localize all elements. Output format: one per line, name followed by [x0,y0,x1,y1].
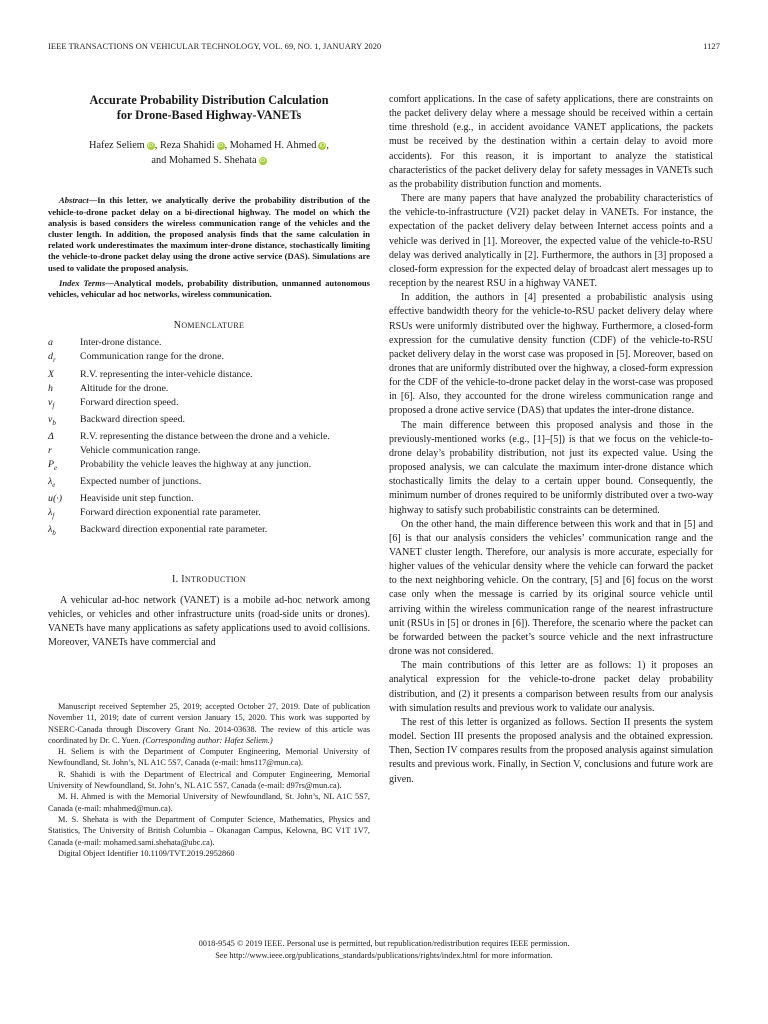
nomenclature-symbol: X [48,368,55,380]
body-paragraph: comfort applications. In the case of safety applications, there are constraints on the packet delivery delay where a message should be received within a certain time threshold (e.g., in accident avoidance VANET applications, the packets must be received by the destination within a certain delay to avoid more accidents). For this reason, it is important to analyze the statistical characteristics of the packet delivery delay for safety messages in VANETs such as the probability distribution function and moments. [389,94,713,190]
nomenclature-symbol: $P_e$ [48,459,58,473]
abstract [48,195,370,273]
paper-title [48,93,370,122]
nomenclature-row [48,444,370,458]
author-name: Hafez Seliem [89,140,145,151]
footnote-paragraph: Digital Object Identifier 10.1109/TVT.2019.2952860 [58,848,235,858]
nomenclature-definition: Heaviside unit step function. [80,493,194,505]
author-name: Reza Shahidi [159,140,215,151]
footnotes [48,701,370,859]
nomenclature-symbol: Δ [48,430,54,442]
nomenclature-row [48,368,370,382]
nomenclature-definition: Forward direction exponential rate parameter. [80,507,261,519]
nomenclature-row [48,413,370,430]
body-paragraph: The main contributions of this letter are as follows: 1) it proposes an analytical expression for the vehicle-to-drone packet delay probability distribution, and (2) it presents a comparison between results from our analysis with simulation results and previous work to validate our analysis. [389,660,713,714]
body-paragraph: In addition, the authors in [4] presented a probabilistic analysis using effective bandwidth theory for the vehicle-to-RSU packet delivery delay where RSUs were uniformly distributed over the highway. Furthermore, a closed-form expression for the cumulative density function (CDF) of the vehicle-to-RSU packet delivery delay in the worst case was proposed in [5]. Moreover, based on drones that are uniformly distributed over the highway, a closed-form expression for the CDF of the vehicle-to-drone packet delay in the worst-case was proposed in [6]. Also, they accounted for the drone wireless communication range and proposed a drone active service (DAS) that updates the inter-drone distance. [389,292,713,417]
nomenclature-definition: R.V. representing the inter-vehicle distance. [80,368,253,380]
orcid-icon[interactable]: iD [217,143,224,149]
nomenclature-definition: Vehicle communication range. [80,444,201,456]
nomenclature-row [48,492,370,506]
nomenclature-symbol: h [48,382,53,394]
page-number: 1127 [703,42,720,51]
nomenclature-row [48,523,370,540]
title-line-2: for Drone-Based Highway-VANETs [116,107,302,122]
nomenclature-symbol: $\lambda_e$ [48,476,56,490]
nomenclature-row [48,382,370,396]
left-column [48,93,370,650]
index-terms [48,278,370,300]
nomenclature-row [48,506,370,523]
right-column [389,93,713,787]
nomenclature-symbol: $d_r$ [48,351,56,365]
nomenclature-symbol: $\lambda_b$ [48,524,56,538]
nomenclature-row [48,458,370,475]
nomenclature-row [48,396,370,413]
nomenclature-definition: Probability the vehicle leaves the highway at any junction. [80,459,312,471]
intro-paragraph: A vehicular ad-hoc network (VANET) is a mobile ad-hoc network among vehicles, or vehicles and other infrastructure units (road-side units or drones). VANETs have many applications as safety applications used to avoid collisions. Moreover, VANETs have commercial and [48,594,370,649]
author-name: and Mohamed S. Shehata [151,155,257,167]
nomenclature-symbol: $\lambda_f$ [48,507,55,521]
footnote-paragraph: R. Shahidi is with the Department of Electrical and Computer Engineering, Memorial University of Newfoundland, St. John’s, NL A1C 5S7, Canada (e-mail: d97rs@mun.ca). [48,769,370,791]
nomenclature-definition: Inter-drone distance. [80,337,162,349]
copyright-url-link[interactable]: See http://www.ieee.org/publications_standards/publications/rights/index.html for more information. [215,950,553,960]
nomenclature-row [48,336,370,350]
nomenclature-definition: Expected number of junctions. [80,476,202,488]
running-header [48,42,720,51]
orcid-icon[interactable]: iD [260,158,266,165]
index-terms-label: Index Terms [59,277,106,288]
author-name: Mohamed H. Ahmed [229,140,317,151]
author-list: Hafez Seliem iD, Reza Shahidi iD, Mohamed H. Ahmed iD, and Mohamed S. Shehata iD [89,140,329,167]
body-paragraph: On the other hand, the main difference between this work and that in [5] and [6] is that our analysis considers the vehicles’ communication range and the VANET cluster length. Therefore, our analysis is more accurate, especially for higher values of the vehicular density where the vehicle can forward the packet to the next neighboring vehicle. On the contrary, [5] and [6] focus on the worst case only when the message is carried by its original source vehicle until arriving within the wireless communication range of the nearest infrastructure unit (RSUs in [5] or drones in [6]). Therefore, the scenario where the packet can be forwarded between the packet’s source vehicle and the next infrastructure drone was not considered. [389,518,713,658]
nomenclature-heading: NOMENCLATURE [173,320,245,332]
footnote-paragraph: M. S. Shehata is with the Department of Computer Science, Mathematics, Physics and Statistics, The University of British Columbia – Okanagan Campus, Kelowna, BC V1T 1V7, Canada (e-mail: mohamed.sami.shehata@ubc.ca). [48,814,370,847]
footnote-paragraph: M. H. Ahmed is with the Memorial University of Newfoundland, St. John’s, NL A1C 5S7, Canada (e-mail: mhahmed@mun.ca). [48,792,370,813]
nomenclature-row [48,430,370,444]
nomenclature-definition: Communication range for the drone. [80,351,224,363]
body-paragraph: There are many papers that have analyzed the probability characteristics of the vehicle-to-infrastructure (V2I) packet delay in VANETs. For instance, the expectation of the packet delivery delay between Internet access points and a vehicle was derived in [1]. Moreover, the expected value of the vehicle-to-RSU delay was derived analytically in [2]. Furthermore, the authors in [3] proposed a closed-form expression for the expected delay of broadcast alert messages up to reception by the nearest RSU in a highway VANET. [389,193,713,290]
nomenclature-definition: Forward direction speed. [80,396,179,408]
orcid-icon[interactable]: iD [319,143,325,149]
abstract-text: —In this letter, we analytically derive the probability distribution of the vehicle-to-drone packet delay on a bi-directional highway. The model on which the analysis is based considers the wireless communication range of the vehicles and the cluster length. In addition, the proposed analysis finds that the same calculation in related work underestimates the maximum inter-drone distance, stochastically limiting the vehicle-to-drone packet delay using the drone active service (DAS). Simulations are used to validate the proposed analysis. [48,195,370,273]
nomenclature-row [48,350,370,367]
title-line-1: Accurate Probability Distribution Calculation [89,93,329,107]
body-paragraph: The rest of this letter is organized as follows. Section II presents the system model. Section III presents the proposed analysis and the obtained expression. Then, Section IV compares results from the proposed analysis against simulation results and previous work. Finally, in Section V, conclusions and future work are given. [389,716,713,785]
body-paragraph: The main difference between this proposed analysis and those in the previously-mentioned works (e.g., [1]–[5]) is that we focus on the vehicle-to-drone delay’s probability distribution, not just its expected value. Using the proposed analysis, we can calculate the maximum inter-drone distance which stochastically limits the delay to a certain upper bound. Consequently, the minimum number of drones required to be uniformly distributed over a two-way highway to satisfy such probabilistic constraints can be determined. [389,419,713,516]
section-heading: I. INTRODUCTION [172,574,246,586]
nomenclature-definition: Backward direction speed. [80,413,186,425]
nomenclature-definition: Altitude for the drone. [80,382,169,394]
nomenclature-definition: Backward direction exponential rate parameter. [80,524,268,536]
nomenclature-symbol: a [48,337,53,349]
footnote-paragraph: H. Seliem is with the Department of Computer Engineering, Memorial University of Newfoundland, St. John’s, NL A1C 5S7, Canada (e-mail: hms117@mun.ca). [48,747,370,768]
nomenclature-row [48,475,370,492]
index-terms-text: —Analytical models, probability distribution, unmanned autonomous vehicles, vehicular ad hoc networks, wireless communication. [48,277,371,300]
nomenclature-table [48,336,370,540]
nomenclature-symbol: $v_f$ [48,396,55,410]
nomenclature-symbol: r [48,444,52,456]
nomenclature-symbol: $v_b$ [48,413,56,427]
copyright-notice [48,938,720,961]
copyright-line-1: 0018-9545 © 2019 IEEE. Personal use is permitted, but republication/redistribution requires IEEE permission. [198,939,570,948]
journal-header: IEEE TRANSACTIONS ON VEHICULAR TECHNOLOGY, VOL. 69, NO. 1, JANUARY 2020 [48,42,382,51]
nomenclature-symbol: u(·) [48,493,62,505]
footnote-paragraph: Manuscript received September 25, 2019; accepted October 27, 2019. Date of publication November 11, 2019; date of current version January 15, 2020. This work was supported by NSERC-Canada through Discovery Grant No. 2014-03638. The review of this article was coordinated by Dr. C. Yuen. (Corresponding author: Hafez Seliem.) [48,702,370,745]
abstract-label: Abstract [59,195,89,206]
nomenclature-definition: R.V. representing the distance between the drone and a vehicle. [80,430,330,442]
orcid-icon[interactable]: iD [148,143,154,149]
